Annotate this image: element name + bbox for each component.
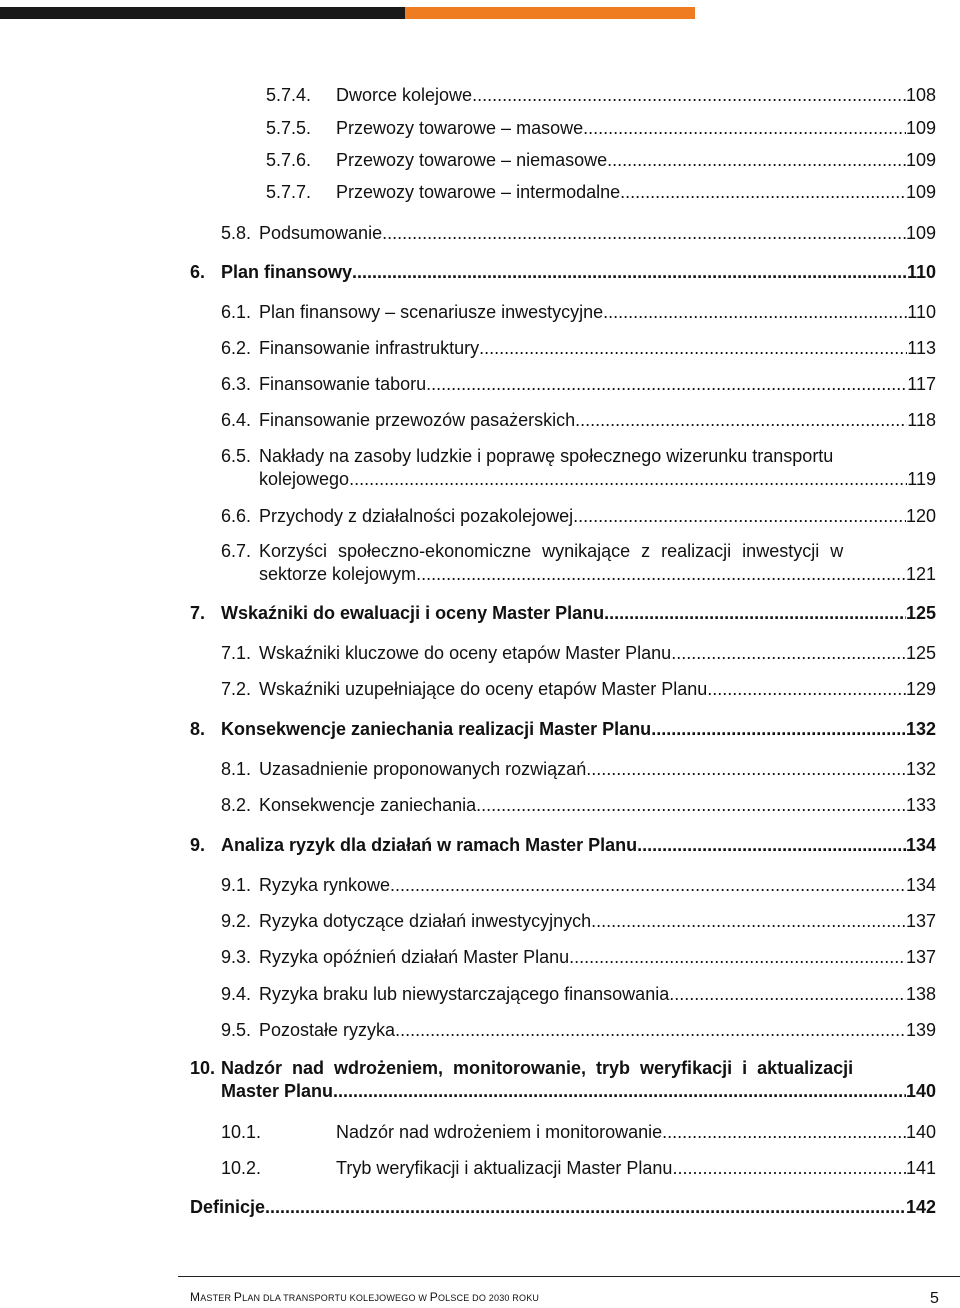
toc-number: 7.2.: [221, 679, 252, 699]
toc-page: 133: [905, 795, 936, 815]
toc-leader: [583, 117, 906, 140]
toc-chapter-10[interactable]: [190, 1057, 936, 1103]
toc-title: Nadzór nad wdrożeniem i monitorowanie: [336, 1122, 663, 1142]
toc-title: Tryb weryfikacji i aktualizacji Master Planu: [336, 1158, 673, 1178]
toc-leader: [395, 1019, 906, 1042]
toc-title: Przewozy towarowe – intermodalne: [336, 182, 621, 202]
toc-page: 139: [905, 1020, 936, 1040]
toc-leader: [591, 910, 906, 933]
toc-leader: [651, 718, 906, 741]
toc-entry-10-1[interactable]: [221, 1121, 936, 1144]
toc-title: Analiza ryzyk dla działań w ramach Master Planu: [221, 835, 638, 855]
toc-number: 10.: [190, 1058, 216, 1078]
toc-page: 109: [905, 223, 936, 243]
toc-chapter-8[interactable]: [190, 718, 936, 741]
toc-title: Ryzyka braku lub niewystarczającego finansowania: [259, 984, 670, 1004]
toc-leader: [416, 563, 906, 586]
toc-title: Finansowanie przewozów pasażerskich: [259, 410, 576, 430]
toc-title: Finansowanie taboru: [259, 374, 427, 394]
toc-entry-5-7-5[interactable]: [266, 117, 936, 140]
footer-cap: P: [233, 1290, 243, 1304]
toc-entry-7-1[interactable]: [221, 642, 936, 665]
toc-page: 120: [905, 506, 936, 526]
toc-leader: [479, 337, 907, 360]
toc-leader: [603, 301, 907, 324]
toc-number: 6.7.: [221, 541, 252, 561]
toc-page: 140: [905, 1081, 936, 1101]
toc-title: Wskaźniki do ewaluacji i oceny Master Planu: [221, 603, 605, 623]
toc-title: Konsekwencje zaniechania realizacji Master Planu: [221, 719, 652, 739]
toc-entry-9-1[interactable]: [221, 874, 936, 897]
toc-title: Ryzyka rynkowe: [259, 875, 391, 895]
toc-title: Przewozy towarowe – masowe: [336, 118, 584, 138]
footer-smallcaps: ASTER: [200, 1293, 234, 1303]
toc-page: 137: [905, 911, 936, 931]
toc-number: 6.: [190, 262, 206, 282]
toc-number: 10.1.: [221, 1122, 262, 1142]
toc-page: 121: [905, 564, 936, 584]
toc-entry-8-2[interactable]: [221, 794, 936, 817]
toc-number: 9.4.: [221, 984, 252, 1004]
toc-number: 5.7.7.: [266, 182, 312, 202]
toc-page: 118: [907, 410, 936, 430]
toc-page: 132: [905, 759, 936, 779]
toc-leader: [637, 834, 906, 857]
toc-page: 125: [905, 643, 936, 663]
toc-page: 117: [907, 374, 936, 394]
toc-page: 110: [907, 302, 936, 322]
toc-number: 9.2.: [221, 911, 252, 931]
toc-title: Dworce kolejowe: [336, 85, 473, 105]
toc-page: 134: [905, 875, 936, 895]
toc-leader: [426, 373, 907, 396]
toc-leader: [575, 409, 907, 432]
toc-chapter-9[interactable]: [190, 834, 936, 857]
toc-number: 7.: [190, 603, 206, 623]
toc-title: Wskaźniki uzupełniające do oceny etapów Master Planu: [259, 679, 708, 699]
toc-page: 113: [907, 338, 936, 358]
toc-leader: [265, 1196, 906, 1219]
toc-leader: [669, 983, 906, 1006]
toc-title: Definicje: [190, 1197, 266, 1217]
toc-page: 125: [905, 603, 936, 623]
toc-chapter-7[interactable]: [190, 602, 936, 625]
toc-number: 9.5.: [221, 1020, 252, 1040]
toc-entry-9-2[interactable]: [221, 910, 936, 933]
toc-page: 119: [907, 469, 936, 489]
toc-number: 6.1.: [221, 302, 252, 322]
toc-title-line1: Nakłady na zasoby ludzkie i poprawę społecznego wizerunku transportu: [259, 446, 834, 466]
toc-chapter-6[interactable]: [190, 261, 936, 284]
toc-page: 132: [905, 719, 936, 739]
toc-number: 9.1.: [221, 875, 252, 895]
toc-page: 141: [905, 1158, 936, 1178]
footer-rule: [178, 1276, 960, 1277]
toc-entry-6-5[interactable]: [221, 445, 936, 491]
toc-entry-6-2[interactable]: [221, 337, 936, 360]
toc-page: 142: [905, 1197, 936, 1217]
toc-leader: [586, 758, 906, 781]
toc-entry-6-4[interactable]: [221, 409, 936, 432]
toc-page: 140: [905, 1122, 936, 1142]
toc-number: 6.2.: [221, 338, 252, 358]
toc-entry-5-7-4[interactable]: [266, 84, 936, 107]
toc-title: Pozostałe ryzyka: [259, 1020, 396, 1040]
toc-title-line2: sektorze kolejowym: [259, 564, 417, 584]
footer-smallcaps: LAN DLA TRANSPORTU KOLEJOWEGO W: [242, 1293, 430, 1303]
toc-title: Ryzyka dotyczące działań inwestycyjnych: [259, 911, 592, 931]
toc-title: Plan finansowy: [221, 262, 353, 282]
toc-leader: [472, 84, 906, 107]
toc-page: 110: [906, 262, 936, 282]
footer-running-title: [190, 1290, 539, 1304]
toc-entry-9-5[interactable]: [221, 1019, 936, 1042]
toc-leader: [573, 505, 906, 528]
footer-smallcaps: OLSCE DO 2030 ROKU: [437, 1293, 540, 1303]
toc-entry-8-1[interactable]: [221, 758, 936, 781]
toc-number: 8.: [190, 719, 206, 739]
toc-entry-7-2[interactable]: [221, 678, 936, 701]
toc-number: 5.7.4.: [266, 85, 312, 105]
toc-leader: [607, 149, 906, 172]
header-bar-dark: [0, 7, 405, 19]
toc-title: Plan finansowy – scenariusze inwestycyjne: [259, 302, 604, 322]
toc-number: 8.1.: [221, 759, 252, 779]
toc-number: 10.2.: [221, 1158, 262, 1178]
toc-leader: [352, 261, 907, 284]
toc-entry-10-2[interactable]: [221, 1157, 936, 1180]
toc-leader: [333, 1080, 906, 1103]
toc-title: Przychody z działalności pozakolejowej: [259, 506, 574, 526]
toc-number: 5.8.: [221, 223, 252, 243]
toc-number: 9.3.: [221, 947, 252, 967]
toc-entry-5-7-7[interactable]: [266, 181, 936, 204]
toc-title-line1: Nadzór nad wdrożeniem, monitorowanie, tryb weryfikacji i aktualizacji: [221, 1058, 854, 1078]
toc-leader: [382, 222, 906, 245]
toc-entry-9-3[interactable]: [221, 946, 936, 969]
header-bar-orange: [405, 7, 695, 19]
toc-title-line2: Master Planu: [221, 1081, 334, 1101]
toc-number: 8.2.: [221, 795, 252, 815]
toc-leader: [390, 874, 906, 897]
toc-entry-5-8[interactable]: [221, 222, 936, 245]
toc-page: 109: [905, 182, 936, 202]
page-number: 5: [930, 1290, 939, 1307]
toc-title: Wskaźniki kluczowe do oceny etapów Master Planu: [259, 643, 672, 663]
toc-page: 138: [905, 984, 936, 1004]
toc-page: 108: [905, 85, 936, 105]
toc-page: 109: [905, 118, 936, 138]
toc-entry-6-7[interactable]: [221, 540, 936, 586]
toc-title-line2: kolejowego: [259, 469, 350, 489]
toc-leader: [620, 181, 906, 204]
toc-title: Ryzyka opóźnień działań Master Planu: [259, 947, 570, 967]
footer-cap: M: [190, 1290, 201, 1304]
toc-page: 134: [905, 835, 936, 855]
toc-title: Finansowanie infrastruktury: [259, 338, 480, 358]
toc-entry-5-7-6[interactable]: [266, 149, 936, 172]
toc-number: 7.1.: [221, 643, 252, 663]
toc-title: Konsekwencje zaniechania: [259, 795, 477, 815]
toc-number: 5.7.5.: [266, 118, 312, 138]
toc-leader: [604, 602, 906, 625]
toc-title: Podsumowanie: [259, 223, 383, 243]
footer-cap: P: [429, 1290, 438, 1304]
toc-leader: [349, 468, 907, 491]
toc-entry-6-3[interactable]: [221, 373, 936, 396]
toc-number: 6.6.: [221, 506, 252, 526]
toc-title-line1: Korzyści społeczno-ekonomiczne wynikające z realizacji inwestycji w: [259, 541, 844, 561]
toc-number: 6.5.: [221, 446, 252, 466]
toc-page: 109: [905, 150, 936, 170]
toc-leader: [671, 642, 906, 665]
toc-leader: [672, 1157, 906, 1180]
toc-entry-6-1[interactable]: [221, 301, 936, 324]
toc-leader: [707, 678, 906, 701]
toc-definitions[interactable]: [190, 1196, 936, 1219]
toc-page: 137: [905, 947, 936, 967]
toc-number: 9.: [190, 835, 206, 855]
toc-number: 5.7.6.: [266, 150, 312, 170]
toc-leader: [569, 946, 906, 969]
toc-leader: [662, 1121, 906, 1144]
toc-number: 6.3.: [221, 374, 252, 394]
toc-title: Uzasadnienie proponowanych rozwiązań: [259, 759, 587, 779]
toc-leader: [476, 794, 906, 817]
toc-title: Przewozy towarowe – niemasowe: [336, 150, 608, 170]
toc-number: 6.4.: [221, 410, 252, 430]
toc-entry-9-4[interactable]: [221, 983, 936, 1006]
toc-page: 129: [905, 679, 936, 699]
toc-entry-6-6[interactable]: [221, 505, 936, 528]
